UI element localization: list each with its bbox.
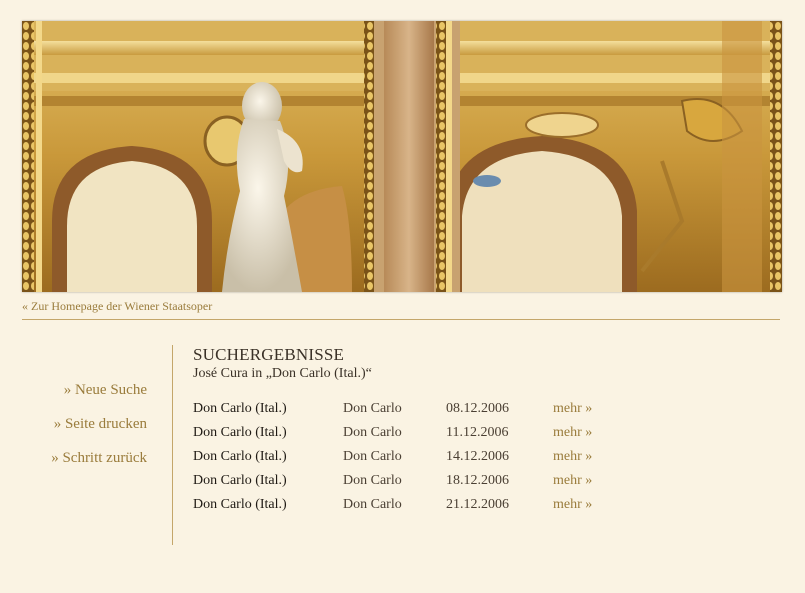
performance-date: 14.12.2006 [446,449,509,464]
table-row [193,425,592,449]
more-link[interactable]: mehr » [553,425,593,440]
work-name: Don Carlo [343,401,402,416]
table-row [193,401,592,425]
work-name: Don Carlo [343,425,402,440]
header-image [22,21,782,292]
more-link[interactable]: mehr » [553,497,593,512]
page-title: SUCHERGEBNISSE [193,345,345,364]
table-row [193,497,592,521]
side-nav [0,382,147,484]
home-link[interactable]: « Zur Homepage der Wiener Staatsoper [22,299,213,313]
performance-title: Don Carlo (Ital.) [193,425,287,440]
vertical-divider [172,345,173,545]
search-query: José Cura in „Don Carlo (Ital.)“ [193,366,372,381]
results-panel [193,345,753,521]
performance-date: 18.12.2006 [446,473,509,488]
performance-date: 08.12.2006 [446,401,509,416]
divider [22,319,780,320]
performance-title: Don Carlo (Ital.) [193,401,287,416]
performance-title: Don Carlo (Ital.) [193,473,287,488]
more-link[interactable]: mehr » [553,473,593,488]
step-back-link[interactable]: » Schritt zurück [51,450,147,466]
performance-title: Don Carlo (Ital.) [193,449,287,464]
print-page-link[interactable]: » Seite drucken [53,416,147,432]
performance-title: Don Carlo (Ital.) [193,497,287,512]
table-row [193,449,592,473]
results-table [193,401,592,521]
work-name: Don Carlo [343,449,402,464]
work-name: Don Carlo [343,497,402,512]
more-link[interactable]: mehr » [553,401,593,416]
work-name: Don Carlo [343,473,402,488]
performance-date: 11.12.2006 [446,425,509,440]
new-search-link[interactable]: » Neue Suche [63,382,147,398]
performance-date: 21.12.2006 [446,497,509,512]
table-row [193,473,592,497]
more-link[interactable]: mehr » [553,449,593,464]
